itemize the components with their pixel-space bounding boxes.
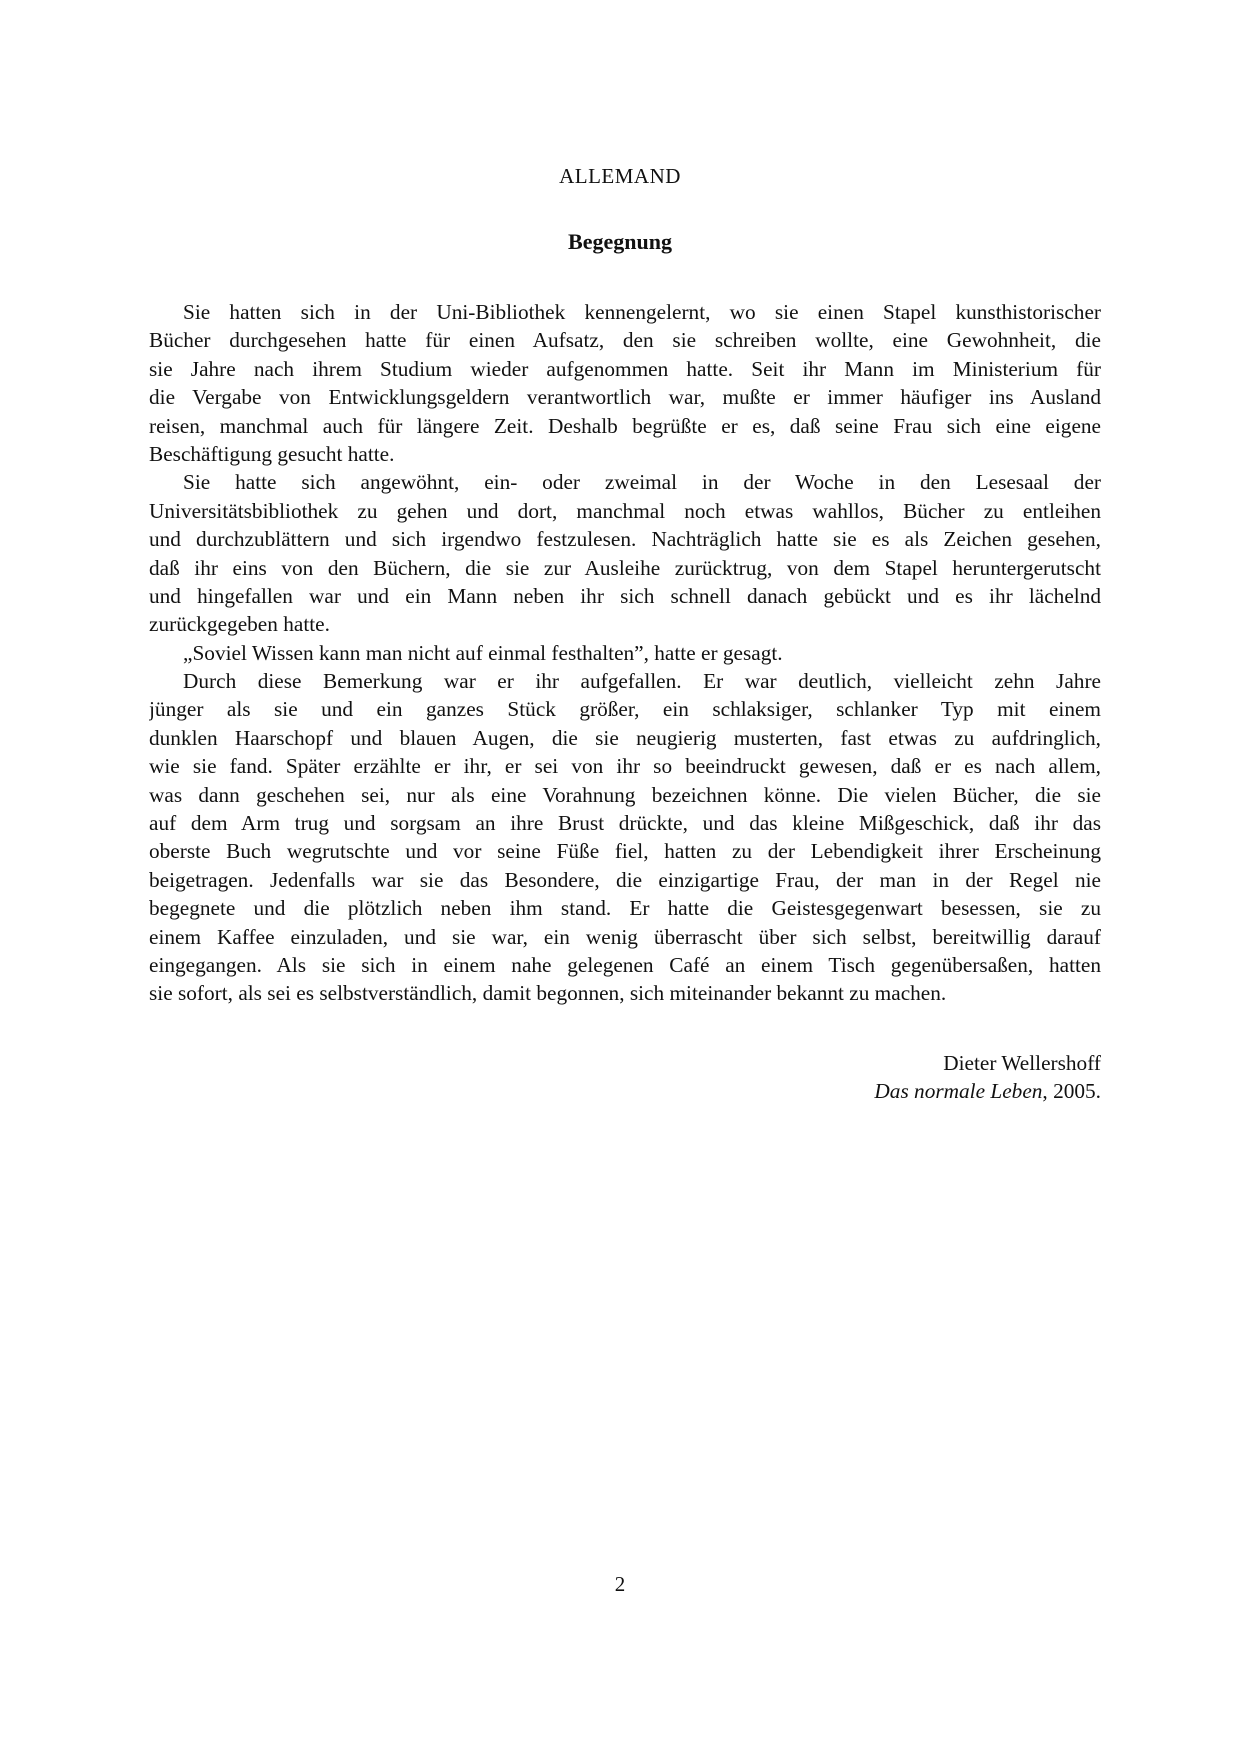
- text-line: eingegangen. Als sie sich in einem nahe gelegenen Café an einem Tisch gegenübersaßen, hatten: [149, 952, 1101, 977]
- text-line: daß ihr eins von den Büchern, die sie zur Ausleihe zurücktrug, von dem Stapel heruntergerutscht: [149, 555, 1101, 580]
- text-line: Sie hatte sich angewöhnt, ein- oder zweimal in der Woche in den Lesesaal der: [183, 470, 1101, 495]
- text-line: sie Jahre nach ihrem Studium wieder aufgenommen hatte. Seit ihr Mann im Ministerium für: [149, 356, 1101, 381]
- text-line: Bücher durchgesehen hatte für einen Aufsatz, den sie schreiben wollte, eine Gewohnheit, die: [149, 328, 1101, 353]
- text-line: sie sofort, als sei es selbstverständlich, damit begonnen, sich miteinander bekannt zu machen.: [149, 981, 947, 1006]
- text-line: die Vergabe von Entwicklungsgeldern verantwortlich war, mußte er immer häufiger ins Ausland: [149, 385, 1101, 410]
- text-line: beigetragen. Jedenfalls war sie das Besondere, die einzigartige Frau, der man in der Regel nie: [149, 867, 1101, 892]
- text-line: Sie hatten sich in der Uni-Bibliothek kennengelernt, wo sie einen Stapel kunsthistorischer: [183, 300, 1101, 324]
- document-title: Begegnung: [568, 229, 672, 254]
- text-line: wie sie fand. Später erzählte er ihr, er sei von ihr so beeindruckt gewesen, daß er es nach allem,: [149, 754, 1101, 779]
- text-line: dunklen Haarschopf und blauen Augen, die sie neugierig musterten, fast etwas zu aufdringlich,: [149, 725, 1101, 750]
- text-line: und hingefallen war und ein Mann neben ihr sich schnell danach gebückt und es ihr lächelnd: [149, 583, 1101, 608]
- text-line: auf dem Arm trug und sorgsam an ihre Brust drückte, und das kleine Mißgeschick, daß ihr das: [149, 811, 1101, 836]
- text-line: und durchzublättern und sich irgendwo festzulesen. Nachträglich hatte sie es als Zeichen gesehen,: [149, 527, 1101, 552]
- text-line: zurückgegeben hatte.: [149, 612, 330, 637]
- text-line: begegnete und die plötzlich neben ihm stand. Er hatte die Geistesgegenwart besessen, sie zu: [149, 896, 1101, 921]
- text-line: „Soviel Wissen kann man nicht auf einmal festhalten”, hatte er gesagt.: [183, 640, 783, 665]
- text-line: Beschäftigung gesucht hatte.: [149, 441, 395, 466]
- signature: [874, 1049, 1101, 1106]
- text-line: Universitätsbibliothek zu gehen und dort, manchmal noch etwas wahllos, Bücher zu entleihen: [149, 498, 1101, 523]
- author-name: Dieter Wellershoff: [943, 1051, 1101, 1075]
- text-line: Durch diese Bemerkung war er ihr aufgefallen. Er war deutlich, vielleicht zehn Jahre: [183, 669, 1101, 694]
- work-title: Das normale Leben: [874, 1079, 1043, 1104]
- paragraph: [149, 298, 1101, 468]
- paragraph: [149, 667, 1101, 1008]
- work-year: , 2005.: [1042, 1079, 1101, 1104]
- section-header: ALLEMAND: [559, 164, 681, 188]
- paragraph: [149, 639, 1101, 667]
- text-line: oberste Buch wegrutschte und vor seine Füße fiel, hatten zu der Lebendigkeit ihrer Erscheinung: [149, 839, 1101, 864]
- text-line: reisen, manchmal auch für längere Zeit. Deshalb begrüßte er es, daß seine Frau sich eine eigene: [149, 413, 1101, 438]
- body-text: [149, 298, 1101, 1008]
- text-line: was dann geschehen sei, nur als eine Vorahnung bezeichnen könne. Die vielen Bücher, die sie: [149, 782, 1101, 807]
- page-number: 2: [614, 1572, 626, 1596]
- paragraph: [149, 468, 1101, 638]
- text-line: einem Kaffee einzuladen, und sie war, ein wenig überrascht über sich selbst, bereitwillig darauf: [149, 924, 1101, 949]
- source-citation: [874, 1077, 1101, 1105]
- text-line: jünger als sie und ein ganzes Stück größer, ein schlaksiger, schlanker Typ mit einem: [149, 697, 1101, 722]
